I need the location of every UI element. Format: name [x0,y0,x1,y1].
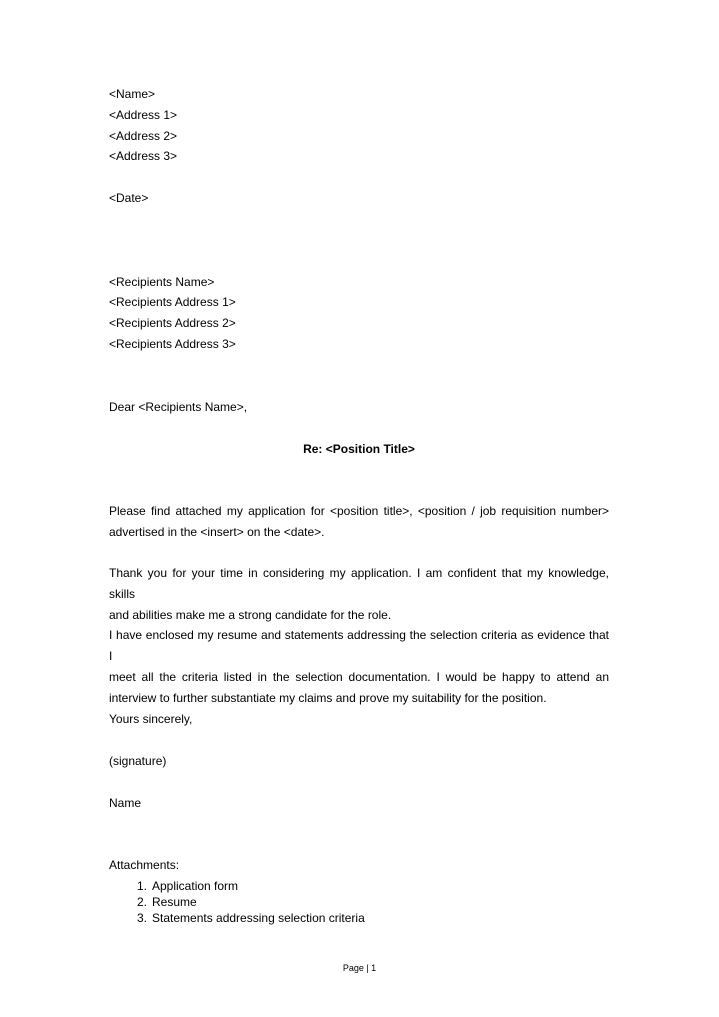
list-item-label: Statements addressing selection criteria [152,911,365,925]
body-paragraph-3-line-2: meet all the criteria listed in the selection documentation. I would be happy to attend an [109,670,609,684]
signoff-name: Name [109,796,142,810]
signature-placeholder: (signature) [109,754,167,768]
list-item-label: Resume [152,895,197,909]
salutation: Dear <Recipients Name>, [109,400,248,414]
sender-address-2: <Address 2> [109,129,178,143]
closing: Yours sincerely, [109,712,193,726]
body-paragraph-3 [109,625,609,709]
sender-name: <Name> [109,87,156,101]
recipient-address-1: <Recipients Address 1> [109,295,236,309]
list-item-number: 3. [136,911,147,925]
letter-date: <Date> [109,191,149,205]
recipient-name: <Recipients Name> [109,275,215,289]
body-paragraph-2 [109,563,609,626]
list-item-number: 1. [136,879,147,893]
body-paragraph-3-line-3: interview to further substantiate my claims and prove my suitability for the position. [109,691,547,705]
list-item-label: Application form [152,879,239,893]
recipient-address-2: <Recipients Address 2> [109,316,236,330]
body-paragraph-2-line-1: Thank you for your time in considering my application. I am confident that my knowledge, skills [109,566,609,601]
body-paragraph-2-line-2: and abilities make me a strong candidate for the role. [109,608,392,622]
body-paragraph-3-line-1: I have enclosed my resume and statements addressing the selection criteria as evidence that I [109,628,609,663]
body-paragraph-1-line-1: Please find attached my application for <position title>, <position / job requisition number> [109,504,609,518]
sender-address-1: <Address 1> [109,108,178,122]
recipient-address-3: <Recipients Address 3> [109,337,236,351]
attachments-heading: Attachments: [109,858,180,872]
body-paragraph-1-line-2: advertised in the <insert> on the <date>. [109,525,325,539]
list-item-number: 2. [136,895,147,909]
page-number-footer: Page | 1 [342,963,377,973]
body-paragraph-1 [109,501,609,543]
subject-line: Re: <Position Title> [303,442,415,456]
sender-address-3: <Address 3> [109,149,178,163]
